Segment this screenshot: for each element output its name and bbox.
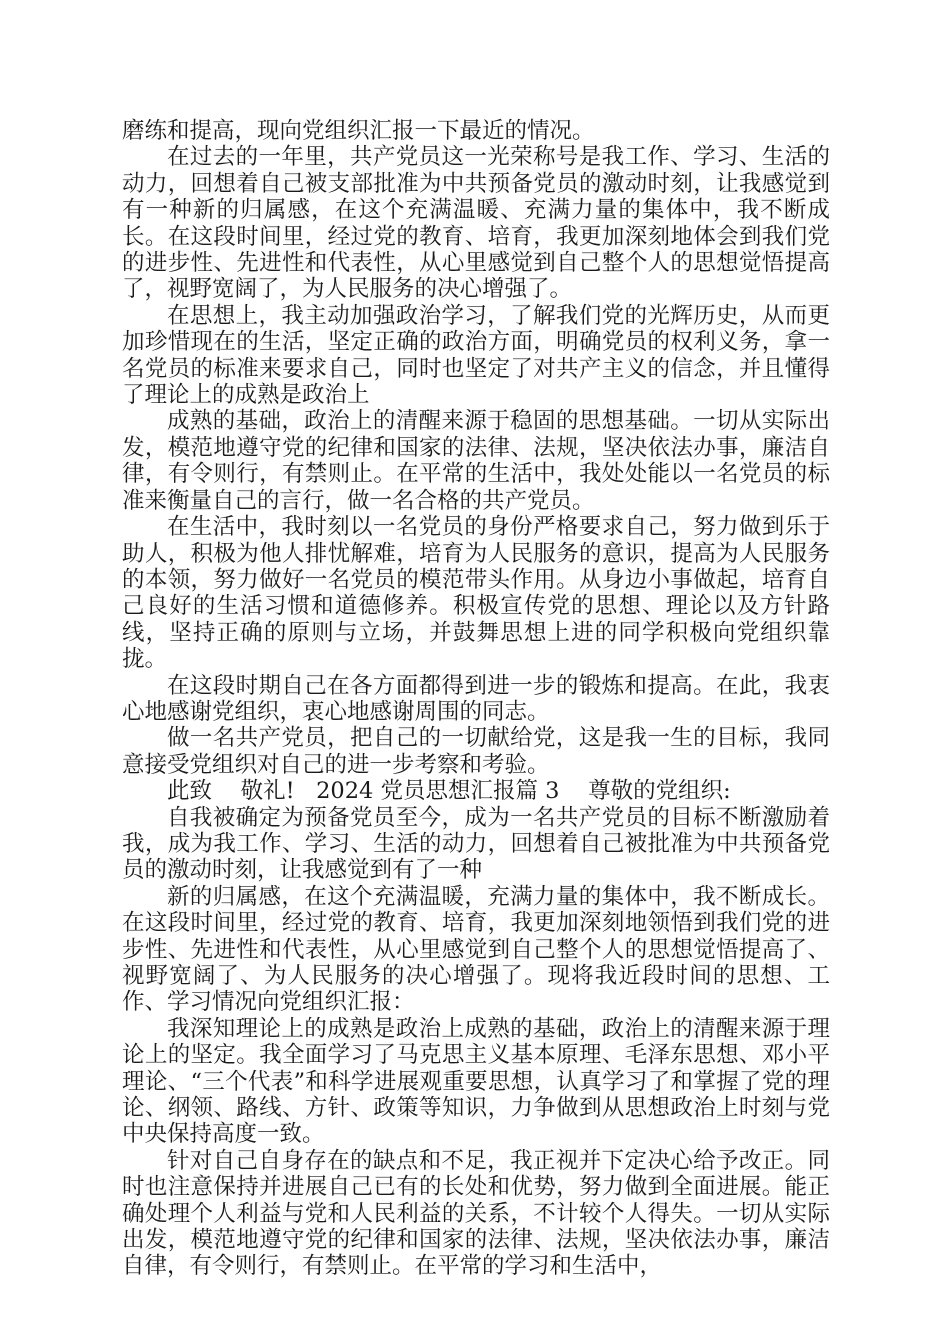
paragraph: 在这段时期自己在各方面都得到进一步的锻炼和提高。在此，我衷心地感谢党组织，衷心地感谢周围的同志。 <box>122 672 830 725</box>
paragraph: 在思想上，我主动加强政治学习，了解我们党的光辉历史，从而更加珍惜现在的生活，坚定正确的政治方面，明确党员的权利义务，拿一名党员的标准来要求自己，同时也坚定了对共产主义的信念，并且懂得了理论上的成熟是政治上 <box>122 302 830 409</box>
closing-line: 此致 敬礼! 2024 党员思想汇报篇 3 尊敬的党组织: <box>167 778 731 805</box>
paragraph: 磨练和提高，现向党组织汇报一下最近的情况。 <box>122 118 595 144</box>
document-body <box>122 118 830 1280</box>
paragraph: 自我被确定为预备党员至今，成为一名共产党员的目标不断激励着我，成为我工作、学习、生活的动力，回想着自己被批准为中共预备党员的激动时刻，让我感觉到有了一种 <box>122 804 830 884</box>
paragraph: 在过去的一年里，共产党员这一光荣称号是我工作、学习、生活的动力，回想着自己被支部批准为中共预备党员的激动时刻，让我感觉到有一种新的归属感，在这个充满温暖、充满力量的集体中，我不断成长。在这段时间里，经过党的教育、培育，我更加深刻地体会到我们党的进步性、先进性和代表性，从心里感觉到自己整个人的思想觉悟提高了，视野宽阔了，为人民服务的决心增强了。 <box>122 144 830 303</box>
paragraph: 成熟的基础，政治上的清醒来源于稳固的思想基础。一切从实际出发，模范地遵守党的纪律和国家的法律、法规，坚决依法办事，廉洁自律，有令则行，有禁则止。在平常的生活中，我处处能以一名党员的标准来衡量自己的言行，做一名合格的共产党员。 <box>122 408 830 514</box>
paragraph: 我深知理论上的成熟是政治上成熟的基础，政治上的清醒来源于理论上的坚定。我全面学习了马克思主义基本原理、毛泽东思想、邓小平理论、“三个代表”和科学进展观重要思想，认真学习了和掌握了党的理论、纲领、路线、方针、政策等知识，力争做到从思想政治上时刻与党中央保持高度一致。 <box>122 1015 830 1148</box>
paragraph: 在生活中，我时刻以一名党员的身份严格要求自己，努力做到乐于助人，积极为他人排忧解难，培育为人民服务的意识，提高为人民服务的本领，努力做好一名党员的模范带头作用。从身边小事做起，培育自己良好的生活习惯和道德修养。积极宣传党的思想、理论以及方针路线，坚持正确的原则与立场，并鼓舞思想上进的同学积极向党组织靠拢。 <box>122 514 830 673</box>
paragraph: 做一名共产党员，把自己的一切献给党，这是我一生的目标，我同意接受党组织对自己的进一步考察和考验。 <box>122 725 830 778</box>
paragraph: 新的归属感，在这个充满温暖，充满力量的集体中，我不断成长。在这段时间里，经过党的教育、培育，我更加深刻地领悟到我们党的进步性、先进性和代表性，从心里感觉到自己整个人的思想觉悟提高了、视野宽阔了、为人民服务的决心增强了。现将我近段时间的思想、工作、学习情况向党组织汇报： <box>122 883 830 1016</box>
paragraph: 针对自己自身存在的缺点和不足，我正视并下定决心给予改正。同时也注意保持并进展自己已有的长处和优势，努力做到全面进展。能正确处理个人利益与党和人民利益的关系，不计较个人得失。一切从实际出发，模范地遵守党的纪律和国家的法律、法规，坚决依法办事，廉洁自律，有令则行，有禁则止。在平常的学习和生活中， <box>122 1147 830 1280</box>
